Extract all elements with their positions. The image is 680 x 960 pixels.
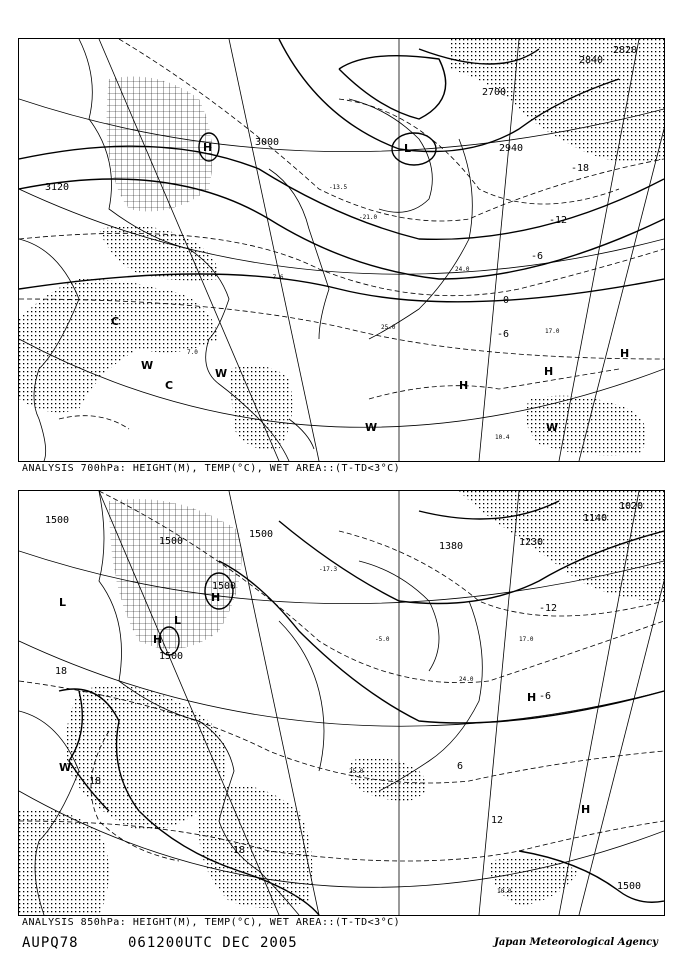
height-label: 1500 — [45, 515, 70, 526]
height-label: 3120 — [45, 182, 70, 193]
panel-caption-700hpa: ANALYSIS 700hPa: HEIGHT(M), TEMP(°C), WET AREA::(T-TD<3°C) — [22, 463, 401, 474]
map-850hpa-graphic — [19, 491, 664, 915]
height-label: 1500 — [212, 581, 237, 592]
warm-center-symbol: W — [141, 359, 154, 372]
height-label: 1500 — [159, 651, 184, 662]
high-center-symbol: H — [459, 379, 469, 392]
low-center-symbol: L — [404, 142, 412, 155]
station-observation: -17.3 — [319, 566, 338, 573]
panel-caption-850hpa: ANALYSIS 850hPa: HEIGHT(M), TEMP(°C), WET AREA::(T-TD<3°C) — [22, 917, 401, 928]
height-label: 1380 — [439, 541, 464, 552]
wet-area — [349, 758, 427, 801]
high-center-symbol: H — [544, 365, 554, 378]
height-label: 3000 — [255, 137, 280, 148]
height-label: 1020 — [619, 501, 644, 512]
height-label: 2840 — [579, 55, 604, 66]
station-observation: 24.0 — [455, 266, 470, 273]
wet-area — [19, 279, 219, 412]
height-label: 2940 — [499, 143, 524, 154]
high-center-symbol: H — [527, 691, 537, 704]
station-observation: 25.0 — [381, 324, 396, 331]
map-panel-850hpa — [18, 490, 665, 916]
high-center-symbol: H — [620, 347, 630, 360]
station-observation: 25.0 — [349, 768, 364, 775]
station-observation: -7.6 — [269, 274, 284, 281]
warm-center-symbol: W — [59, 761, 72, 774]
height-label: 1500 — [617, 881, 642, 892]
wet-area — [229, 366, 292, 450]
wet-area — [19, 809, 109, 916]
temperature-label: -6 — [531, 251, 544, 262]
height-label: 1500 — [159, 536, 184, 547]
station-observation: -13.5 — [329, 184, 348, 191]
high-center-symbol: H — [203, 141, 213, 154]
height-label: 1500 — [249, 529, 274, 540]
map-panel-700hpa — [18, 38, 665, 462]
station-observation: -21.0 — [359, 214, 378, 221]
product-code: AUPQ78 — [22, 935, 79, 951]
warm-center-symbol: W — [365, 421, 378, 434]
temperature-label: 18 — [55, 666, 68, 677]
warm-center-symbol: W — [546, 421, 559, 434]
temperature-label: -12 — [549, 215, 568, 226]
temperature-label: 18 — [233, 845, 246, 856]
temperature-label: -6 — [539, 691, 552, 702]
low-center-symbol: L — [174, 614, 182, 627]
cold-center-symbol: C — [111, 315, 120, 328]
temperature-label: 6 — [457, 761, 464, 772]
warm-center-symbol: W — [215, 367, 228, 380]
agency-name: Japan Meteorological Agency — [494, 937, 658, 948]
map-700hpa-graphic — [19, 39, 664, 461]
station-observation: 10.4 — [495, 434, 510, 441]
temperature-label: 18 — [89, 776, 102, 787]
station-observation: 24.0 — [459, 676, 474, 683]
temperature-label: -18 — [571, 163, 590, 174]
temperature-label: -12 — [539, 603, 558, 614]
high-center-symbol: H — [153, 633, 163, 646]
temperature-label: 0 — [503, 295, 510, 306]
station-observation: 17.0 — [545, 328, 560, 335]
cold-center-symbol: C — [165, 379, 174, 392]
wet-area — [526, 396, 647, 456]
valid-time: 061200UTC DEC 2005 — [128, 935, 298, 951]
station-observation: 7.0 — [187, 349, 198, 356]
height-label: 1230 — [519, 537, 544, 548]
station-observation: 10.0 — [497, 888, 512, 895]
low-center-symbol: L — [59, 596, 67, 609]
high-center-symbol: H — [211, 591, 221, 604]
temperature-label: 12 — [491, 815, 504, 826]
wet-area-hatched — [107, 77, 213, 212]
height-label: 1140 — [583, 513, 608, 524]
temperature-label: -6 — [497, 329, 510, 340]
high-center-symbol: H — [581, 803, 591, 816]
station-observation: 17.0 — [519, 636, 534, 643]
height-label: 2820 — [613, 45, 638, 56]
station-observation: -5.0 — [375, 636, 390, 643]
height-label: 2700 — [482, 87, 507, 98]
